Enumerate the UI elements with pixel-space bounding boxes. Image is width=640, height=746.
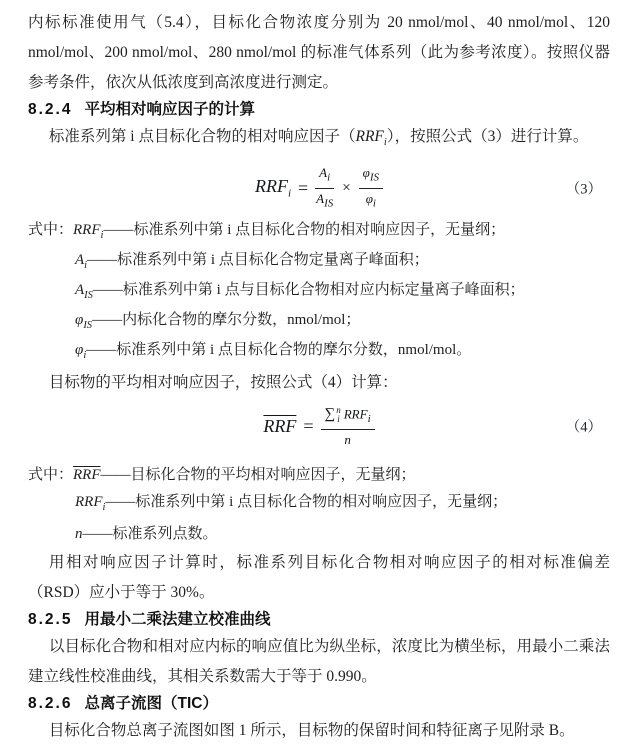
definition-line xyxy=(28,462,610,489)
section-title: 平均相对响应因子的计算 xyxy=(84,101,255,118)
fraction-numerator: ∑ n i $RRF_i$ xyxy=(321,406,375,430)
paragraph-rrf-intro-post: ），按照公式（3）进行计算。 xyxy=(386,128,589,145)
where-label: 式中： xyxy=(28,222,74,239)
paragraph-least-squares: 以目标化合物和相对应内标的响应值比为纵坐标，浓度比为横坐标，用最小二乘法建立线性校准曲线，其相关系数需大于等于 0.990。 xyxy=(28,638,610,686)
paragraph-rsd-requirement: 用相对响应因子计算时，标准系列目标化合物相对响应因子的相对标准偏差（RSD）应小于等于 30%。 xyxy=(28,554,610,602)
equals-sign: = xyxy=(298,177,309,198)
formula-3-lhs: $RRF_i$ xyxy=(254,176,292,200)
paragraph-mean-rrf-intro: 目标物的平均相对响应因子，按照公式（4）计算： xyxy=(48,374,398,392)
section-heading-8-2-5 xyxy=(28,608,610,632)
formula-4-fraction xyxy=(321,406,375,447)
symbol-n: n xyxy=(75,526,83,543)
definition-line xyxy=(28,248,610,278)
equation-number-3: （3） xyxy=(565,181,602,198)
section-number: 8.2.4 xyxy=(28,101,73,118)
summation-symbol: ∑ n i xyxy=(324,404,341,424)
formula-3-fraction-area xyxy=(315,165,334,211)
section-number: 8.2.6 xyxy=(28,695,73,713)
equation-number-4: （4） xyxy=(565,419,602,436)
paragraph-rrf-intro xyxy=(28,122,610,158)
definition-line xyxy=(28,218,610,248)
definition-text: ——标准系列中第 i 点目标化合物的摩尔分数，nmol/mol。 xyxy=(86,342,472,359)
formula-3-expression xyxy=(255,165,383,211)
formula-3-fraction-molefraction xyxy=(359,165,383,211)
fraction-numerator: $\varphi_{IS}$ xyxy=(359,165,383,189)
formula-4-expression xyxy=(263,406,374,447)
section-title: 用最小二乘法建立校准曲线 xyxy=(84,611,271,629)
paragraph-tic-reference: 目标化合物总离子流图如图 1 所示，目标物的保留时间和特征离子见附录 B。 xyxy=(48,722,575,740)
definition-text: ——标准系列点数。 xyxy=(82,526,218,543)
symbol-rrf-i: $RRF_i$ xyxy=(75,494,106,514)
definition-text: ——内标化合物的摩尔分数，nmol/mol； xyxy=(92,312,361,329)
section-number: 8.2.5 xyxy=(28,611,73,629)
fraction-denominator: $\varphi_i$ xyxy=(365,190,376,210)
fraction-numerator: $A_i$ xyxy=(315,165,334,189)
formula-4-lhs-mean-rrf: $\overline{RRF}$ xyxy=(263,415,297,436)
definitions-formula-4 xyxy=(28,462,610,548)
paragraph-standard-gas-series: 内标标准使用气（5.4），目标化合物浓度分别为 20 nmol/mol、40 nmol/mol、120 nmol/mol、200 nmol/mol、280 nmol/mol 的标准气体系列（此为参考浓度）。按照仪器参考条件，依次从低浓度到高浓度进行测定。 xyxy=(28,14,610,91)
symbol-mean-rrf: $\overline{RRF}$ xyxy=(73,467,101,484)
definition-line xyxy=(28,278,610,308)
definitions-formula-3 xyxy=(28,218,610,368)
rrf-symbol: $RRF_i$ xyxy=(355,128,387,149)
definition-line xyxy=(28,521,610,548)
paragraph-rrf-intro-pre: 标准系列第 i 点目标化合物的相对响应因子（ xyxy=(48,128,356,145)
definition-text: ——标准系列中第 i 点目标化合物的相对响应因子，无量纲； xyxy=(105,494,508,511)
where-label: 式中： xyxy=(28,467,74,484)
formula-4 xyxy=(28,398,610,454)
equals-sign: = xyxy=(303,415,314,436)
multiplication-sign: × xyxy=(342,179,351,196)
symbol-a-is: $A_{IS}$ xyxy=(75,282,93,302)
symbol-rrf-i: $RRF_i$ xyxy=(73,222,104,242)
symbol-phi-i: $\varphi_i$ xyxy=(75,342,87,362)
section-heading-8-2-6 xyxy=(28,692,610,716)
definition-text: ——目标化合物的平均相对响应因子，无量纲； xyxy=(100,467,416,484)
section-heading-8-2-4 xyxy=(28,98,610,122)
definition-line xyxy=(28,308,610,338)
definition-text: ——标准系列中第 i 点与目标化合物相对应内标定量离子峰面积； xyxy=(92,282,525,299)
definition-text: ——标准系列中第 i 点目标化合物的相对响应因子，无量纲； xyxy=(103,222,506,239)
fraction-denominator: n xyxy=(344,431,351,447)
section-title: 总离子流图（TIC） xyxy=(84,695,218,713)
symbol-a-i: $A_i$ xyxy=(75,252,88,272)
symbol-phi-is: $\varphi_{IS}$ xyxy=(75,312,93,332)
definition-line xyxy=(28,338,610,368)
formula-3 xyxy=(28,158,610,218)
definition-text: ——标准系列中第 i 点目标化合物定量离子峰面积； xyxy=(87,252,429,269)
fraction-denominator: $A_{IS}$ xyxy=(316,190,334,210)
definition-line xyxy=(28,489,610,521)
